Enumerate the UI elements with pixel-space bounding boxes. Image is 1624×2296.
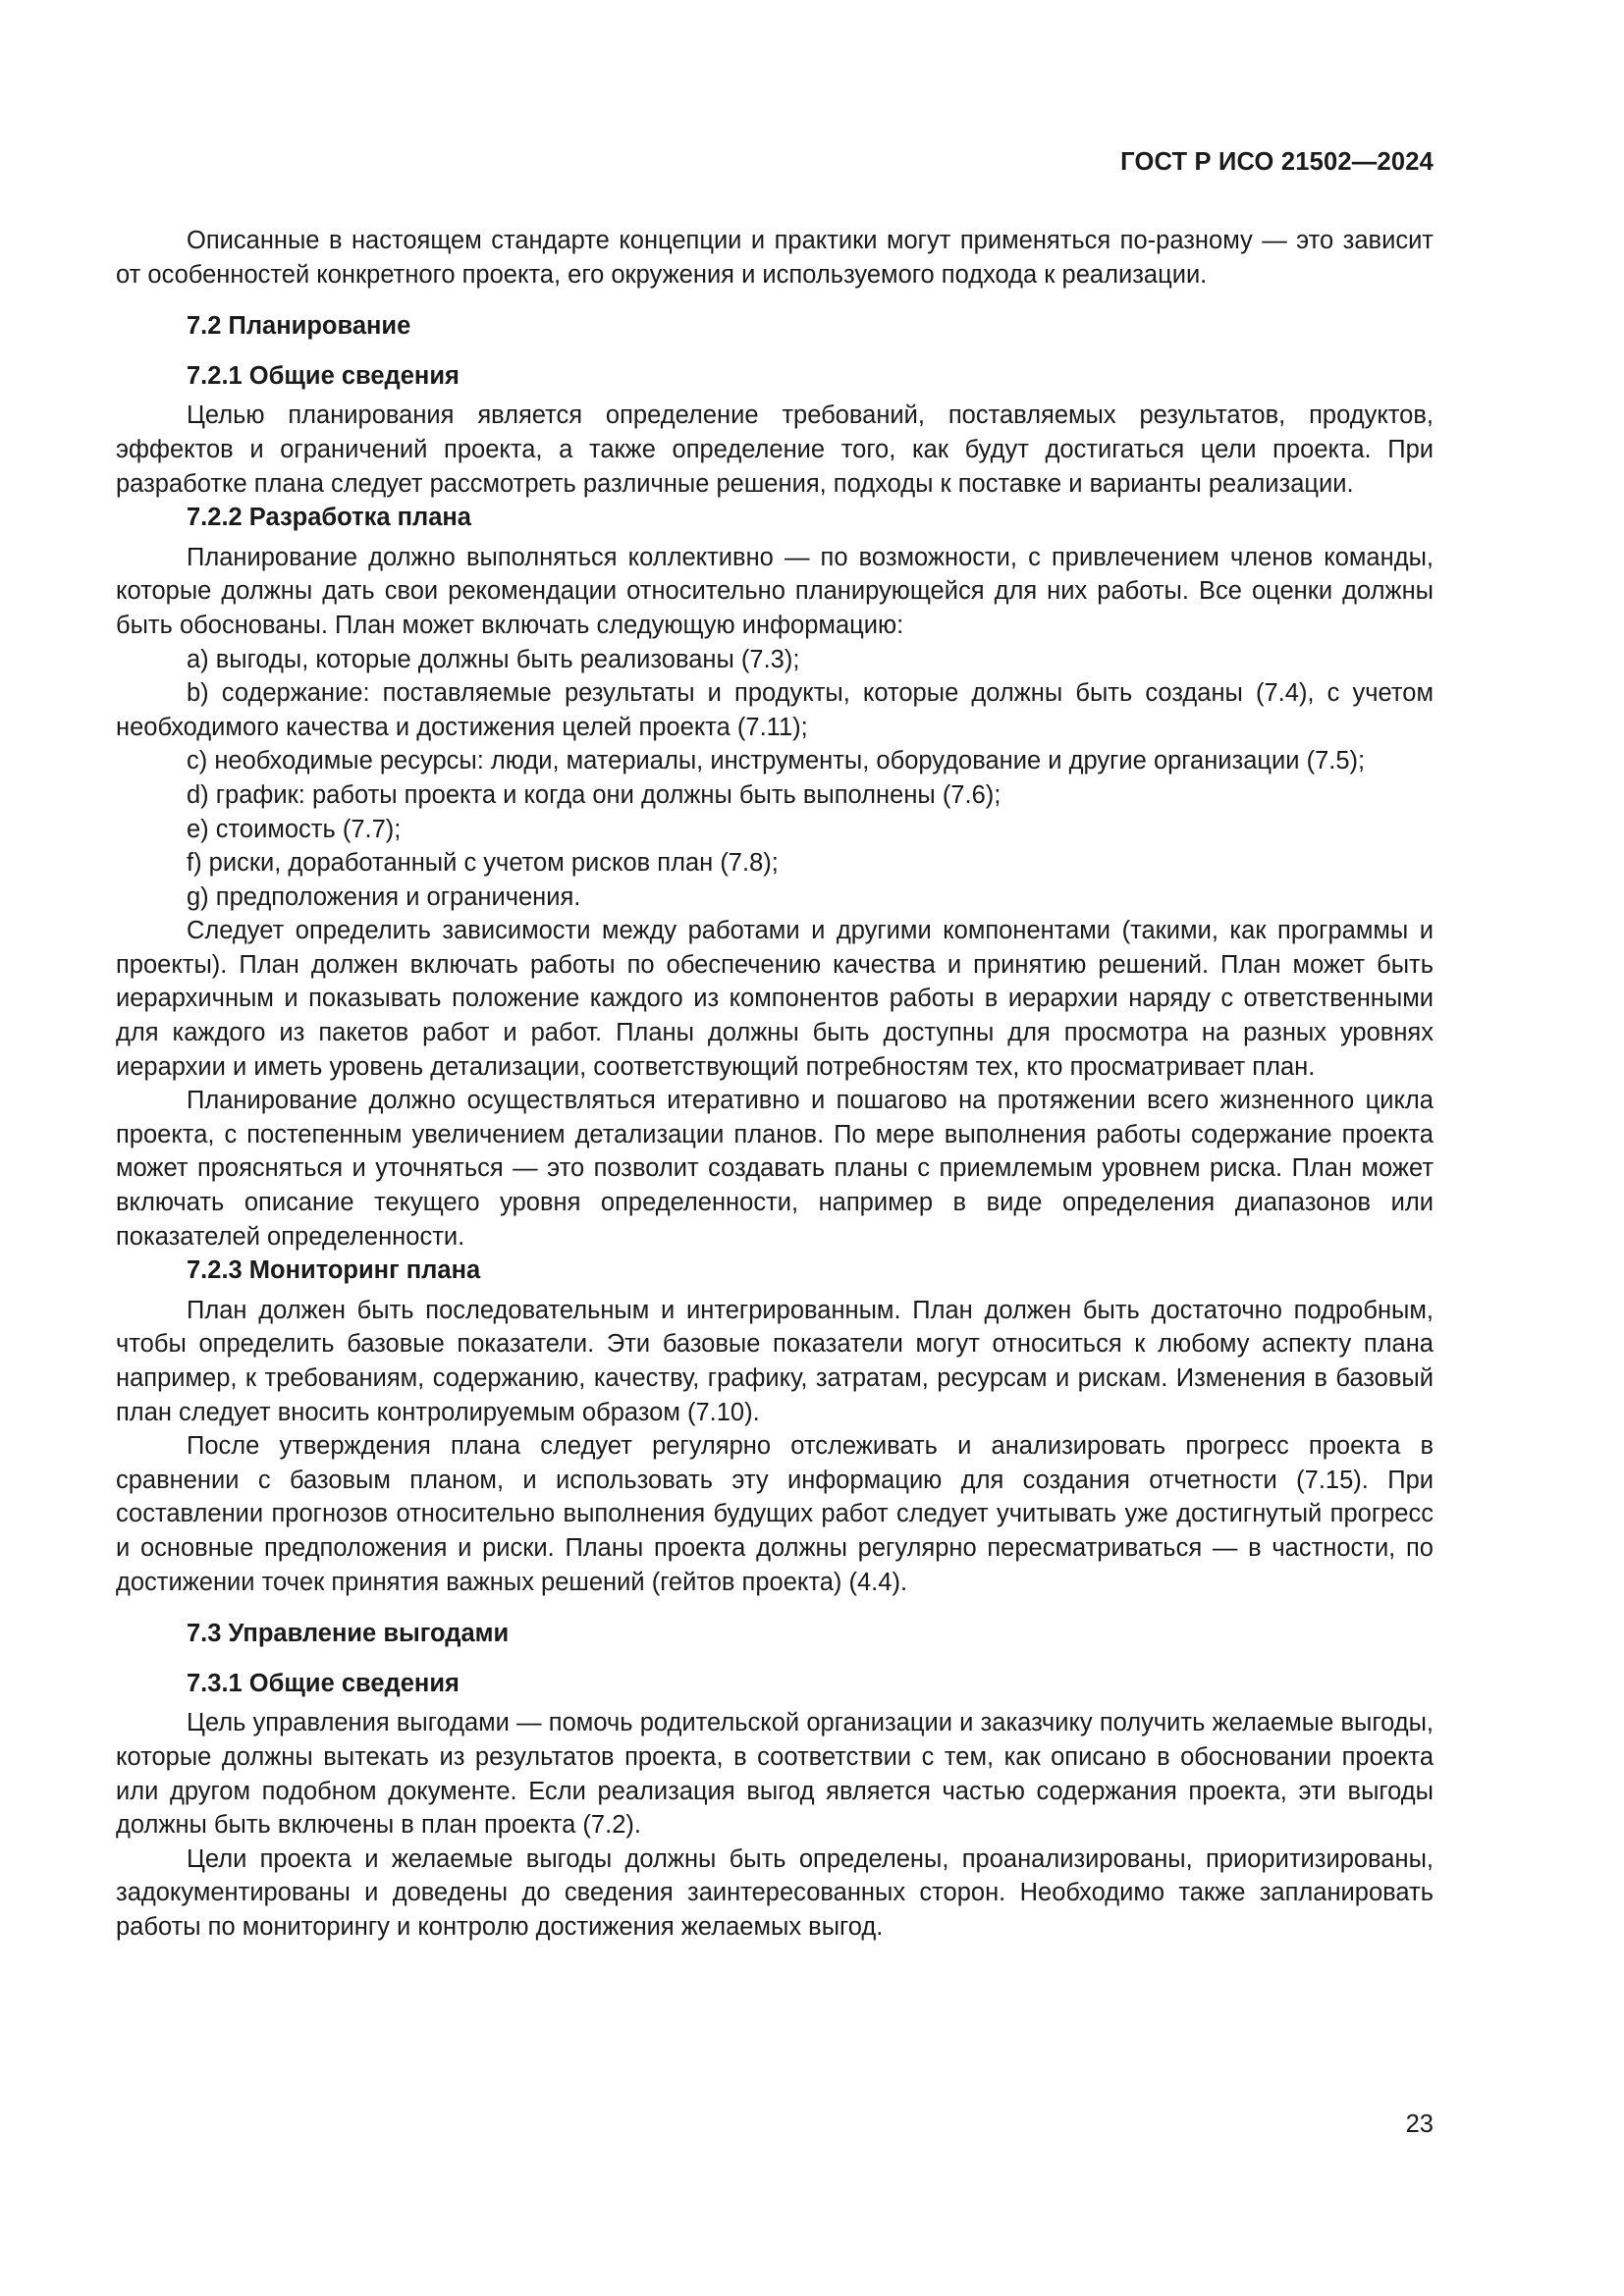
paragraph: Цель управления выгодами — помочь родительской организации и заказчику получить желаемые выгоды, которые должны вытекать из результатов проекта, в соответствии с тем, как описано в обосновании проекта или другом подобном документе. Если реализация выгод является частью содержания проекта, эти выгоды должны быть включены в план проекта (7.2).	[116, 1709, 1434, 1840]
document-body	[116, 224, 1434, 1945]
paragraph: Цели проекта и желаемые выгоды должны быть определены, проанализированы, приоритизированы, задокументированы и доведены до сведения заинтересованных сторон. Необходимо также запланировать работы по мониторингу и контролю достижения желаемых выгод.	[116, 1844, 1434, 1941]
page-number: 23	[1405, 2110, 1434, 2138]
paragraph: Планирование должно выполняться коллективно — по возможности, с привлечением членов команды, которые должны дать свои рекомендации относительно планирующейся для них работы. Все оценки должны быть обоснованы. План может включать следующую информацию:	[116, 543, 1434, 639]
section-heading-7-2-3: 7.2.3 Мониторинг плана	[187, 1256, 481, 1285]
list-item: f) риски, доработанный с учетом рисков план (7.8);	[187, 849, 779, 878]
paragraph: После утверждения плана следует регулярно отслеживать и анализировать прогресс проекта в сравнении с базовым планом, и использовать эту информацию для создания отчетности (7.15). При составлении прогнозов относительно выполнения будущих работ следует учитывать уже достигнутый прогресс и основные предположения и риски. Планы проекта должны регулярно пересматриваться — в частности, по достижении точек принятия важных решений (гейтов проекта) (4.4).	[116, 1432, 1434, 1596]
section-heading-7-2-2: 7.2.2 Разработка плана	[187, 504, 471, 532]
paragraph: Следует определить зависимости между работами и другими компонентами (такими, как программы и проекты). План должен включать работы по обеспечению качества и принятию решений. План может быть иерархичным и показывать положение каждого из компонентов работы в иерархии наряду с ответственными для каждого из пакетов работ и работ. Планы должны быть доступны для просмотра на разных уровнях иерархии и иметь уровень детализации, соответствующий потребностям тех, кто просматривает план.	[116, 917, 1434, 1081]
paragraph: Планирование должно осуществляться итеративно и пошагово на протяжении всего жизненного цикла проекта, с постепенным увеличением детализации планов. По мере выполнения работы содержание проекта может проясняться и уточняться — это позволит создавать планы с приемлемым уровнем риска. План может включать описание текущего уровня определенности, например в виде определения диапазонов или показателей определенности.	[116, 1087, 1434, 1251]
section-heading-7-2-1: 7.2.1 Общие сведения	[187, 361, 460, 390]
list-item: e) стоимость (7.7);	[187, 815, 402, 843]
list-item: d) график: работы проекта и когда они должны быть выполнены (7.6);	[187, 780, 1001, 809]
section-heading-7-2: 7.2 Планирование	[187, 312, 411, 341]
section-heading-7-3: 7.3 Управление выгодами	[187, 1620, 510, 1648]
document-header: ГОСТ Р ИСО 21502—2024	[1120, 148, 1434, 176]
intro-paragraph: Описанные в настоящем стандарте концепции и практики могут применяться по-разному — это зависит от особенностей конкретного проекта, его окружения и используемого подхода к реализации.	[116, 227, 1434, 289]
paragraph: План должен быть последовательным и интегрированным. План должен быть достаточно подробным, чтобы определить базовые показатели. Эти базовые показатели могут относиться к любому аспекту плана например, к требованиям, содержанию, качеству, графику, затратам, ресурсам и рискам. Изменения в базовый план следует вносить контролируемым образом (7.10).	[116, 1296, 1434, 1426]
paragraph: Целью планирования является определение требований, поставляемых результатов, продуктов, эффектов и ограничений проекта, а также определение того, как будут достигаться цели проекта. При разработке плана следует рассмотреть различные решения, подходы к поставке и варианты реализации.	[116, 401, 1434, 498]
list-item: g) предположения и ограничения.	[187, 882, 581, 911]
section-heading-7-3-1: 7.3.1 Общие сведения	[187, 1669, 460, 1697]
list-item: a) выгоды, которые должны быть реализованы (7.3);	[187, 645, 800, 673]
list-item: b) содержание: поставляемые результаты и продукты, которые должны быть созданы (7.4), с учетом необходимого качества и достижения целей проекта (7.11);	[116, 679, 1434, 741]
list-item: c) необходимые ресурсы: люди, материалы, инструменты, оборудование и другие организации (7.5);	[187, 747, 1366, 775]
